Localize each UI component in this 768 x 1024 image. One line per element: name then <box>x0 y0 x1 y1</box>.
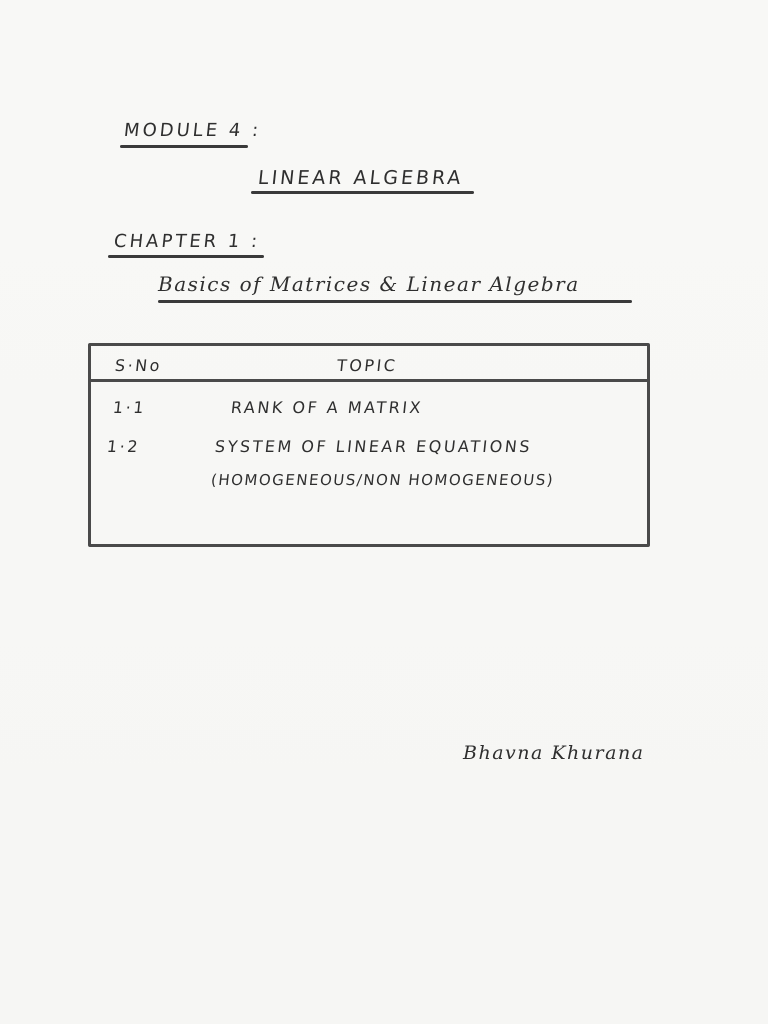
table-header-sno: S·No <box>114 356 163 375</box>
table-row-1-sno: 1·1 <box>112 398 147 417</box>
chapter-title: Basics of Matrices & Linear Algebra <box>158 272 580 296</box>
table-row-2-topic: SYSTEM OF LINEAR EQUATIONS <box>214 437 533 456</box>
topics-table <box>88 343 650 547</box>
chapter-title-underline <box>158 300 632 303</box>
table-header-topic: TOPIC <box>336 356 399 375</box>
module-subject: LINEAR ALGEBRA <box>256 167 465 189</box>
table-row-2-topic-line2: (HOMOGENEOUS/NON HOMOGENEOUS) <box>210 471 556 489</box>
chapter-label: CHAPTER 1 : <box>112 231 262 252</box>
table-row-1-topic: RANK OF A MATRIX <box>230 398 424 417</box>
chapter-label-underline <box>108 255 264 258</box>
module-label-underline <box>120 145 248 148</box>
author-signature: Bhavna Khurana <box>463 742 645 764</box>
table-row-2-sno: 1·2 <box>106 437 141 456</box>
module-label: MODULE 4 : <box>122 120 263 141</box>
module-subject-underline <box>251 191 474 194</box>
table-header-divider <box>91 379 647 382</box>
